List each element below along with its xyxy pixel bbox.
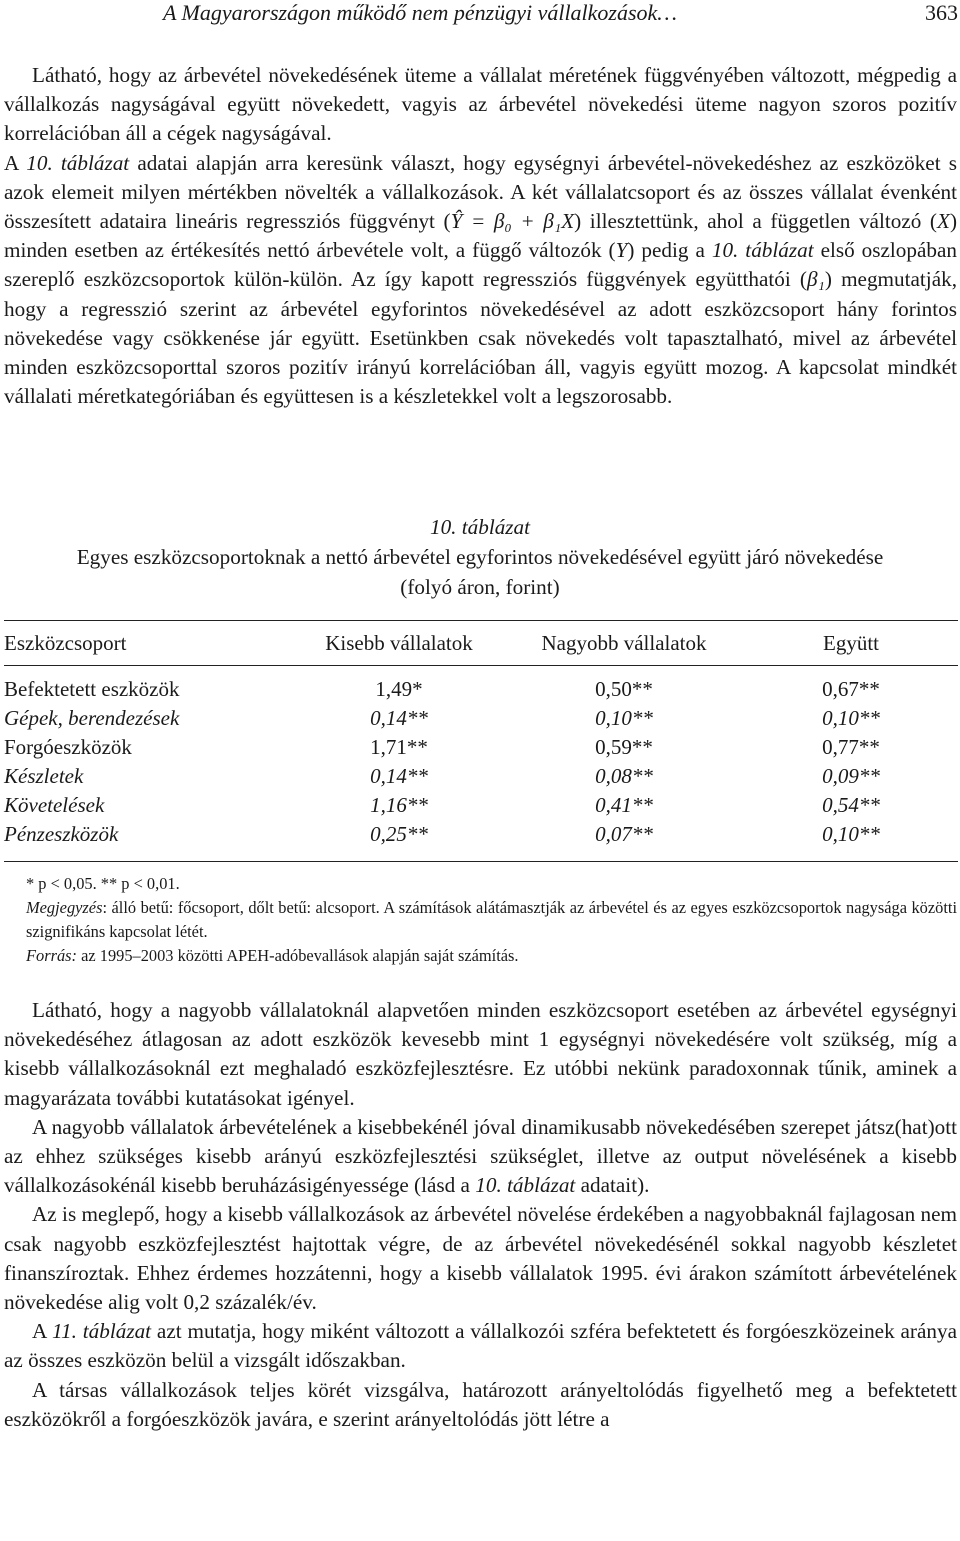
table-reference: 10. táblázat (26, 150, 130, 175)
table-reference: 10. táblázat (475, 1173, 576, 1198)
table-cell: 0,10** (822, 706, 880, 730)
paragraph-5: Az is meglepő, hogy a kisebb vállalkozások az árbevétel növelése érdekében a nagyobbaknál fajlagosan nem csak nagyobb eszközfejlesztést hajtottak végre, de az árbevétel növekedésénél sokkal nagyobb készletet finanszíroztak. Ehhez érdemes hozzátenni, hogy a kisebb vállalatok 1995. évi árakon számított árbevételének növekedése alig volt 0,2 százalék/év. (4, 1202, 957, 1315)
table-cell: 0,14** (370, 764, 428, 788)
table-reference: 10. táblázat (711, 238, 814, 263)
source-note: Forrás: az 1995–2003 közötti APEH-adóbevallások alapján saját számítás. (26, 946, 519, 965)
table-cell: 0,41** (595, 793, 653, 817)
table-cell: 0,10** (595, 706, 653, 730)
paragraph-3: Látható, hogy a nagyobb vállalatoknál alapvetően minden eszközcsoport esetében az árbevétel egységnyi növekedéséhez átlagosan az adott eszközök kevesebb mint 1 egységnyi növekedésére volt szükség, míg a kisebb vállalkozásoknál ezt meghaladó eszközfejlesztésre. Ez utóbbi nekünk paradoxonnak tűnik, aminek a magyarázata további kutatásokat igényel. (4, 998, 957, 1110)
paragraph-6: A 11. táblázat azt mutatja, hogy miként változott a vállalkozói szféra befektetett és forgóeszközeinek aránya az összes eszközön belül a vizsgált időszakban. (4, 1319, 957, 1373)
table-row (4, 733, 958, 762)
regression-formula: Ŷ = β₀ + β₁X (450, 209, 575, 234)
table-cell: 0,77** (822, 735, 880, 759)
table-row (4, 820, 958, 862)
table-notes (4, 872, 957, 968)
paragraph-2: A 10. táblázat adatai alapján arra keresünk választ, hogy egységnyi árbevétel-növekedéshez az eszközöket s azok elemeit milyen mértékben növelték a vállalkozások. A két vállalatcsoport és az összes vállalat évenként összesített adataira lineáris regressziós függvényt (Ŷ = β₀ + β₁X) illesztettünk, ahol a független változó (X) minden esetben az értékesítés nettó árbevétele volt, a függő változók (Y) pedig a 10. táblázat első oszlopában szereplő eszközcsoportok külön-külön. Az így kapott regressziós függvények együtthatói (β₁) megmutatják, hogy a regresszió szerint az árbevétel egyforintos növekedésével az adott eszközcsoport hány forintos növekedése vagy csökkenése jár együtt. Esetünkben csak növekedés volt tapasztalható, mivel az árbevétel minden eszközcsoporttal szoros pozitív irányú korrelációban áll, vagyis együtt mozog. A kapcsolat mindkét vállalati méretkategóriában és együttesen is a készletekkel volt a legszorosabb. (4, 150, 957, 409)
row-label: Követelések (4, 793, 105, 817)
row-label: Készletek (4, 764, 84, 788)
table-title: Egyes eszközcsoportoknak a nettó árbevétel egyforintos növekedésével együtt járó növekedése (76, 545, 884, 569)
table-cell: 0,50** (595, 677, 653, 701)
row-label: Befektetett eszközök (4, 677, 180, 701)
table-row (4, 762, 958, 791)
table-cell: 0,54** (822, 793, 880, 817)
paragraph-7: A társas vállalkozások teljes körét vizsgálva, határozott arányeltolódás figyelhető meg a befektetett eszközökről a forgóeszközök javára, e szerint arányeltolódás jött létre a (4, 1377, 957, 1431)
column-header: Nagyobb vállalatok (504, 621, 744, 666)
data-table-container (4, 620, 958, 862)
row-label: Pénzeszközök (4, 820, 294, 862)
table-row (4, 666, 958, 705)
table-header-row (4, 621, 958, 666)
column-header: Kisebb vállalatok (294, 621, 504, 666)
table-cell: 0,25** (294, 820, 504, 862)
running-header (0, 0, 958, 30)
body-text-top (4, 61, 957, 411)
table-cell: 0,07** (504, 820, 744, 862)
table-subtitle: (folyó áron, forint) (400, 575, 560, 599)
page-number: 363 (925, 0, 958, 25)
running-title: A Magyarországon működő nem pénzügyi vállalkozások… (163, 0, 677, 25)
data-table (4, 620, 958, 862)
column-header: Együtt (744, 621, 958, 666)
table-caption (0, 512, 960, 602)
table-cell: 1,49* (375, 677, 423, 701)
column-header: Eszközcsoport (4, 621, 294, 666)
table-cell: 0,14** (370, 706, 428, 730)
table-cell: 1,16** (370, 793, 428, 817)
row-label: Gépek, berendezések (4, 706, 180, 730)
paragraph-4: A nagyobb vállalatok árbevételének a kisebbekénél jóval dinamikusabb növekedésében szerepet játsz(hat)ott az ehhez szükséges kisebb arányú eszközfejlesztési szükséglet, illetve az output növelésének a kisebb vállalkozásokénál kisebb beruházásigényessége (lásd a 10. táblázat adatait). (4, 1114, 957, 1198)
table-cell: 0,67** (822, 677, 880, 701)
table-row (4, 791, 958, 820)
significance-note: * p < 0,05. ** p < 0,01. (26, 874, 180, 893)
table-cell: 0,10** (744, 820, 958, 862)
table-cell: 0,09** (822, 764, 880, 788)
table-row (4, 704, 958, 733)
table-cell: 1,71** (370, 735, 428, 759)
row-label: Forgóeszközök (4, 735, 132, 759)
paragraph-1: Látható, hogy az árbevétel növekedésének üteme a vállalat méretének függvényében változott, mégpedig a vállalkozás nagyságával együtt növekedett, vagyis az árbevétel növekedési üteme nagyon szoros pozitív korrelációban áll a cégek nagyságával. (4, 63, 957, 146)
remark-note: Megjegyzés: álló betű: főcsoport, dőlt betű: alcsoport. A számítások alátámasztják az árbevétel és az egyes eszközcsoportok nagysága közötti szignifikáns kapcsolat létét. (26, 898, 957, 941)
coefficient-symbol: β₁ (806, 267, 825, 292)
body-text-bottom (4, 996, 957, 1434)
table-reference: 11. táblázat (52, 1319, 152, 1344)
table-cell: 0,59** (595, 735, 653, 759)
table-number: 10. táblázat (429, 515, 531, 539)
table-cell: 0,08** (595, 764, 653, 788)
